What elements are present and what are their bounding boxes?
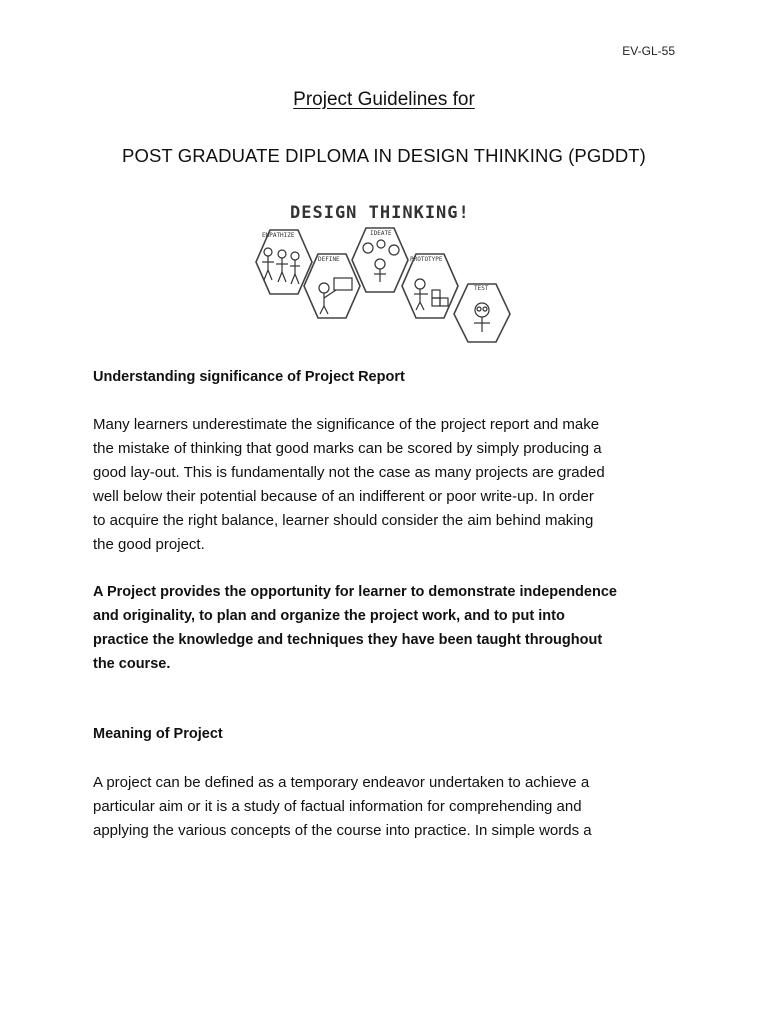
page-subtitle: POST GRADUATE DIPLOMA IN DESIGN THINKING (PGDDT) [122, 145, 646, 166]
paragraph-meaning: A project can be defined as a temporary endeavor undertaken to achieve a particular aim or it is a study of factual information for comprehending and applying the various concepts of the course into practice. In simple words a [93, 774, 592, 839]
design-thinking-illustration [248, 190, 523, 345]
stage-label-empathize: EMPATHIZE [262, 232, 295, 239]
hex-ideate [352, 228, 408, 292]
page-title: Project Guidelines for [293, 89, 475, 110]
stage-label-define: DEFINE [318, 256, 340, 263]
document-code: EV-GL-55 [622, 44, 675, 58]
stage-label-prototype: PROTOTYPE [410, 256, 443, 263]
stage-label-test: TEST [474, 285, 489, 292]
illustration-heading: DESIGN THINKING! [290, 203, 470, 223]
section-heading-significance: Understanding significance of Project Report [93, 369, 405, 385]
hex-test [454, 284, 510, 342]
section-heading-meaning: Meaning of Project [93, 726, 223, 742]
paragraph-significance: Many learners underestimate the significance of the project report and make the mistake of thinking that good marks can be scored by simply producing a good lay-out. This is fundamentally not the case as many projects are graded well below their potential because of an indifferent or poor write-up. In order to acquire the right balance, learner should consider the aim behind making the good project. [93, 416, 605, 553]
hex-prototype [402, 254, 458, 318]
paragraph-project-opportunity: A Project provides the opportunity for learner to demonstrate independence and originality, to plan and organize the project work, and to put into practice the knowledge and techniques they have been taught throughout the course. [93, 584, 617, 672]
stage-label-ideate: IDEATE [370, 230, 392, 237]
